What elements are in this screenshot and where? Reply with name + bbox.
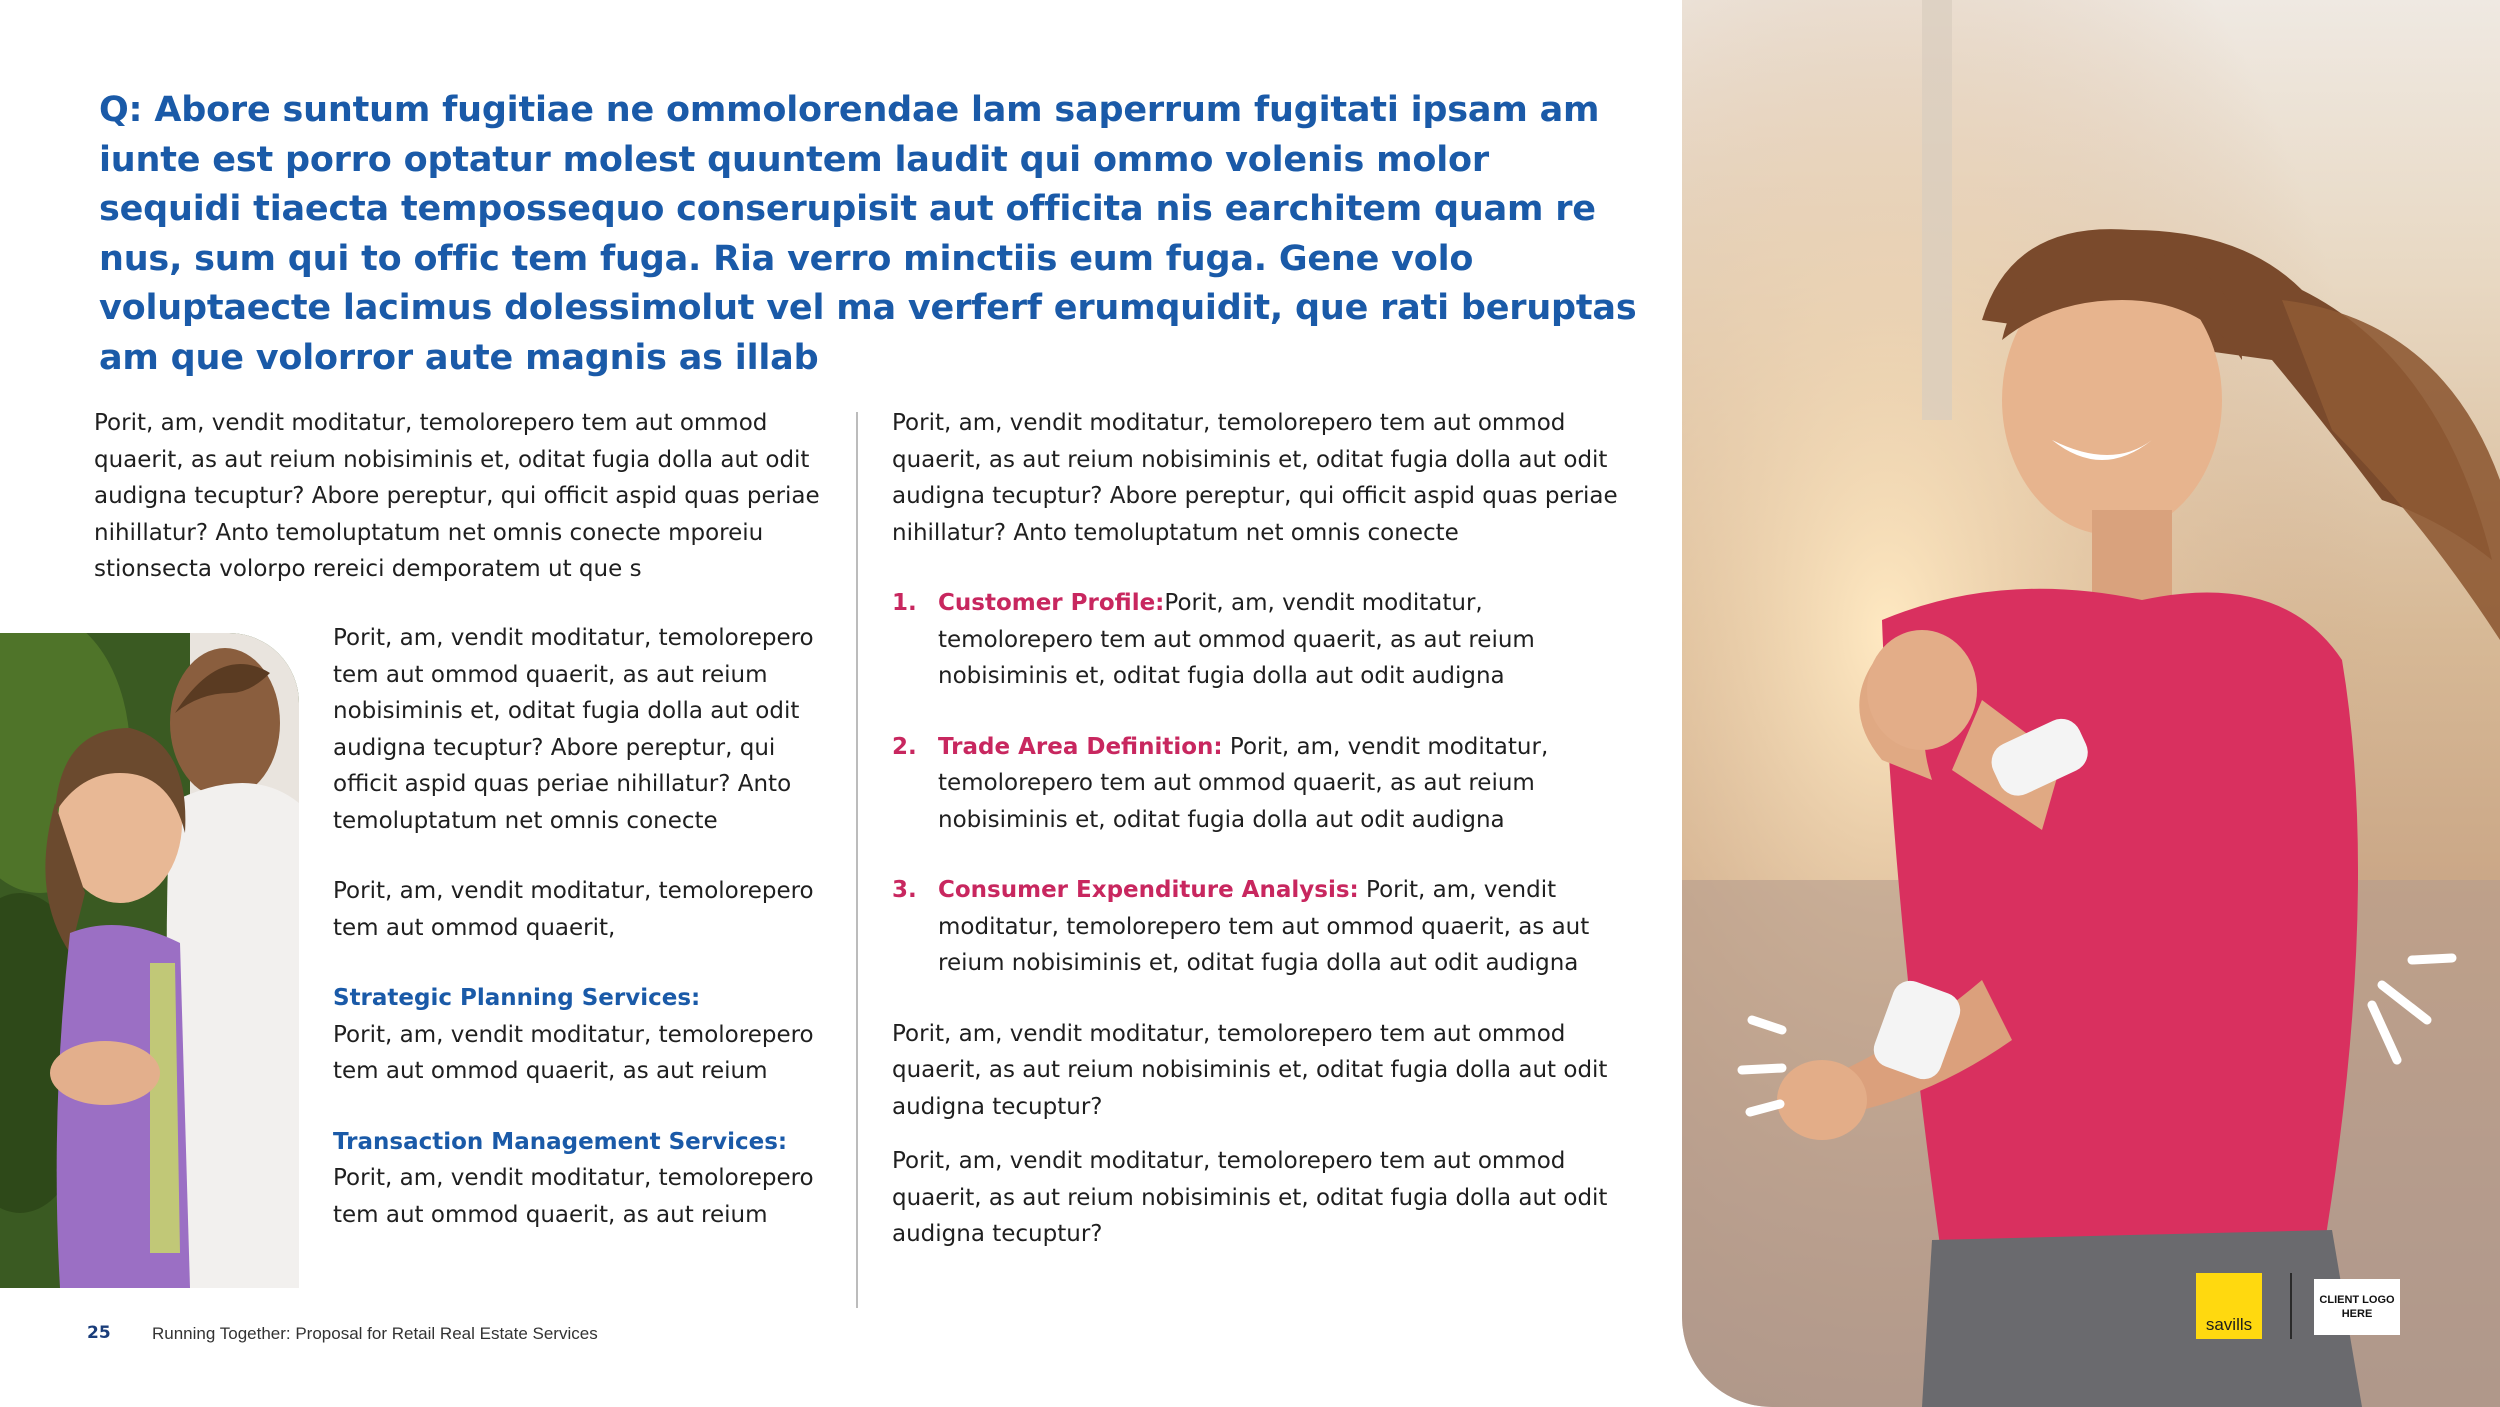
list-item-text: Porit, am, vendit moditatur, temolorepero tem aut ommod quaerit, as aut reium nobisiminis et, oditat fugia dolla aut odit audigna [938,733,1549,833]
list-number: 2. [892,733,917,760]
list-item [892,585,1632,695]
page-headline: Q: Abore suntum fugitiae ne ommolorendae lam saperrum fugitati ipsam am iunte est porro optatur molest quuntem laudit qui ommo volenis molor sequidi tiaecta tempossequo conserupisit aut officita nis earchitem quam re nus, sum qui to offic tem fuga. Ria verro minctiis eum fuga. Gene volo voluptaecte lacimus dolessimolut vel ma verferf erumquidit, que rati beruptas am que volorror aute magnis as illab [99,90,1637,378]
list-number: 3. [892,877,917,903]
left-paragraph-1: Porit, am, vendit moditatur, temolorepero tem aut ommod quaerit, as aut reium nobisiminis et, oditat fugia dolla aut odit audigna tecuptur? Abore pereptur, qui officit aspid quas periae nihillatur? Anto temoluptatum net omnis conecte [333,625,814,834]
list-item-title: Trade Area Definition: [938,733,1223,760]
list-item-title: Consumer Expenditure Analysis: [938,877,1359,903]
footer-document-title: Running Together: Proposal for Retail Real Estate Services [152,1324,598,1343]
list-item [892,729,1632,839]
strategic-planning-section [333,980,833,1090]
column-divider [856,412,858,1308]
section-title-strategic-planning: Strategic Planning Services: [333,985,701,1011]
list-number: 1. [892,590,917,616]
services-list [892,585,1632,982]
left-intro-paragraph: Porit, am, vendit moditatur, temolorepero tem aut ommod quaerit, as aut reium nobisiminis et, oditat fugia dolla aut odit audigna tecuptur? Abore pereptur, qui officit aspid quas periae nihillatur? Anto temoluptatum net omnis conecte mporeiu stionsecta volorpo rereici demporatem ut que s [94,410,820,582]
section-text-strategic-planning: Porit, am, vendit moditatur, temolorepero tem aut ommod quaerit, as aut reium [333,1021,814,1084]
savills-logo-text: savills [2205,1315,2253,1334]
runner-woman-photo [1682,0,2500,1407]
list-item [892,872,1632,982]
page-number: 25 [87,1323,111,1343]
client-logo-placeholder: CLIENT LOGO HERE [2314,1279,2400,1335]
list-item-text: Porit, am, vendit moditatur, temolorepero tem aut ommod quaerit, as aut reium nobisiminis et, oditat fugia dolla aut odit audigna [938,590,1535,689]
savills-logo [2196,1273,2262,1339]
transaction-management-section [333,1124,833,1234]
right-intro-paragraph: Porit, am, vendit moditatur, temolorepero tem aut ommod quaerit, as aut reium nobisiminis et, oditat fugia dolla aut odit audigna tecuptur? Abore pereptur, qui officit aspid quas periae nihillatur? Anto temoluptatum net omnis conecte [892,410,1618,546]
runners-photo [0,633,299,1288]
logo-separator [2290,1273,2292,1339]
list-item-text: Porit, am, vendit moditatur, temolorepero tem aut ommod quaerit, as aut reium nobisiminis et, oditat fugia dolla aut odit audigna [938,877,1590,976]
left-inner-column [333,620,833,1267]
section-text-transaction-management: Porit, am, vendit moditatur, temolorepero tem aut ommod quaerit, as aut reium [333,1165,814,1228]
section-title-transaction-management: Transaction Management Services: [333,1128,788,1155]
left-paragraph-2: Porit, am, vendit moditatur, temolorepero tem aut ommod quaerit, [333,878,814,941]
right-paragraph-2: Porit, am, vendit moditatur, temolorepero tem aut ommod quaerit, as aut reium nobisiminis et, oditat fugia dolla aut odit audigna tecuptur? [892,1148,1608,1247]
list-item-title: Customer Profile: [938,590,1165,616]
right-paragraph-1: Porit, am, vendit moditatur, temolorepero tem aut ommod quaerit, as aut reium nobisiminis et, oditat fugia dolla aut odit audigna tecuptur? [892,1020,1608,1120]
right-column [892,405,1632,1253]
